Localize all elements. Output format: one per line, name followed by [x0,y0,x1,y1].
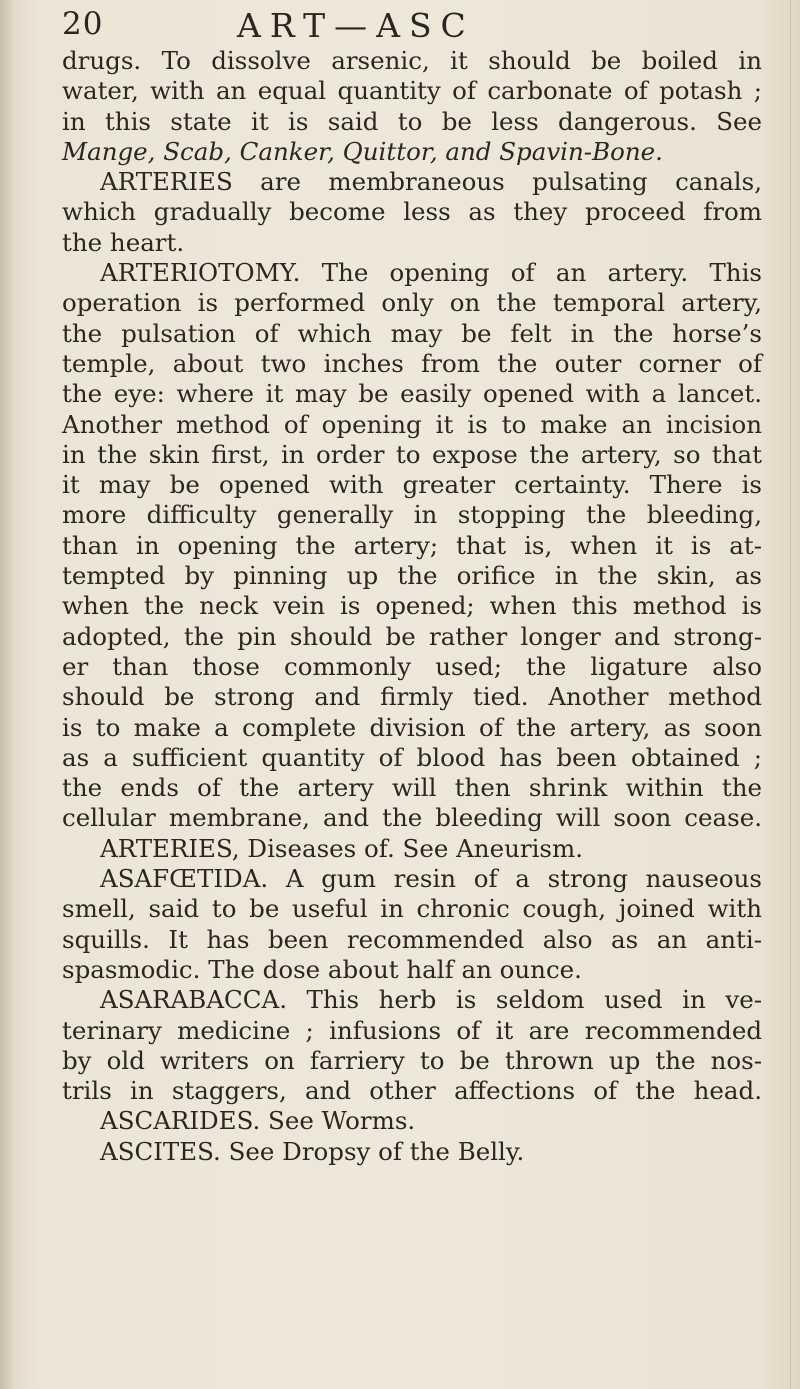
text-line: trils in staggers, and other affections of the head. [62,1076,762,1106]
page-edge [790,0,791,1389]
text-line: more difficulty generally in stopping the bleeding, [62,500,762,530]
text-line: the pulsation of which may be felt in the horse’s [62,318,762,348]
text-line: in this state it is said to be less dangerous. See [62,106,762,136]
text-line: as a sufficient quantity of blood has been obtained ; [62,742,762,772]
text-line: it may be opened with greater certainty. There is [62,470,762,500]
text-line: than in opening the artery; that is, when it is at- [62,530,762,560]
text-line: in the skin first, in order to expose the artery, so that [62,439,762,469]
text-line: operation is performed only on the temporal artery, [62,288,762,318]
text-line: which gradually become less as they proceed from [62,197,762,227]
body-text [62,46,762,1167]
text-line: Another method of opening it is to make an incision [62,409,762,439]
gutter-shadow [0,0,14,1389]
entry-asafoetida: ASAFŒTIDA. A gum resin of a strong nauseous [100,864,762,894]
text-line: temple, about two inches from the outer corner of [62,348,762,378]
text-line: Mange, Scab, Canker, Quittor, and Spavin-Bone. [62,136,663,166]
text-line: tempted by pinning up the orifice in the skin, as [62,561,762,591]
text-line: is to make a complete division of the artery, as soon [62,712,762,742]
text-line: the eye: where it may be easily opened with a lancet. [62,379,762,409]
text-line: cellular membrane, and the bleeding will soon cease. [62,803,762,833]
entry-ascites: ASCITES. See Dropsy of the Belly. [100,1136,525,1166]
running-head: ART—ASC [237,6,475,45]
text-line: er than those commonly used; the ligature also [62,651,762,681]
entry-ascarides: ASCARIDES. See Worms. [100,1106,416,1136]
entry-asarabacca: ASARABACCA. This herb is seldom used in ve- [100,985,762,1015]
text-line: smell, said to be useful in chronic cough, joined with [62,894,762,924]
entry-arteries: ARTERIES are membraneous pulsating canals, [100,167,762,197]
text-line: the heart. [62,227,185,257]
text-line: drugs. To dissolve arsenic, it should be boiled in [62,46,762,75]
entry-arteries-diseases: ARTERIES, Diseases of. See Aneurism. [100,833,584,863]
text-line: water, with an equal quantity of carbonate of potash ; [62,76,762,106]
text-line: terinary medicine ; infusions of it are recommended [62,1015,762,1045]
text-line: squills. It has been recommended also as an anti- [62,924,762,954]
text-line: by old writers on farriery to be thrown up the nos- [62,1045,762,1075]
text-line: the ends of the artery will then shrink within the [62,773,762,803]
entry-arteriotomy: ARTERIOTOMY. The opening of an artery. This [100,258,762,288]
text-line: adopted, the pin should be rather longer and strong- [62,621,762,651]
text-line: when the neck vein is opened; when this method is [62,591,762,621]
text-line: spasmodic. The dose about half an ounce. [62,954,582,984]
text-line: should be strong and firmly tied. Another method [62,682,762,712]
page-number: 20 [62,6,104,42]
